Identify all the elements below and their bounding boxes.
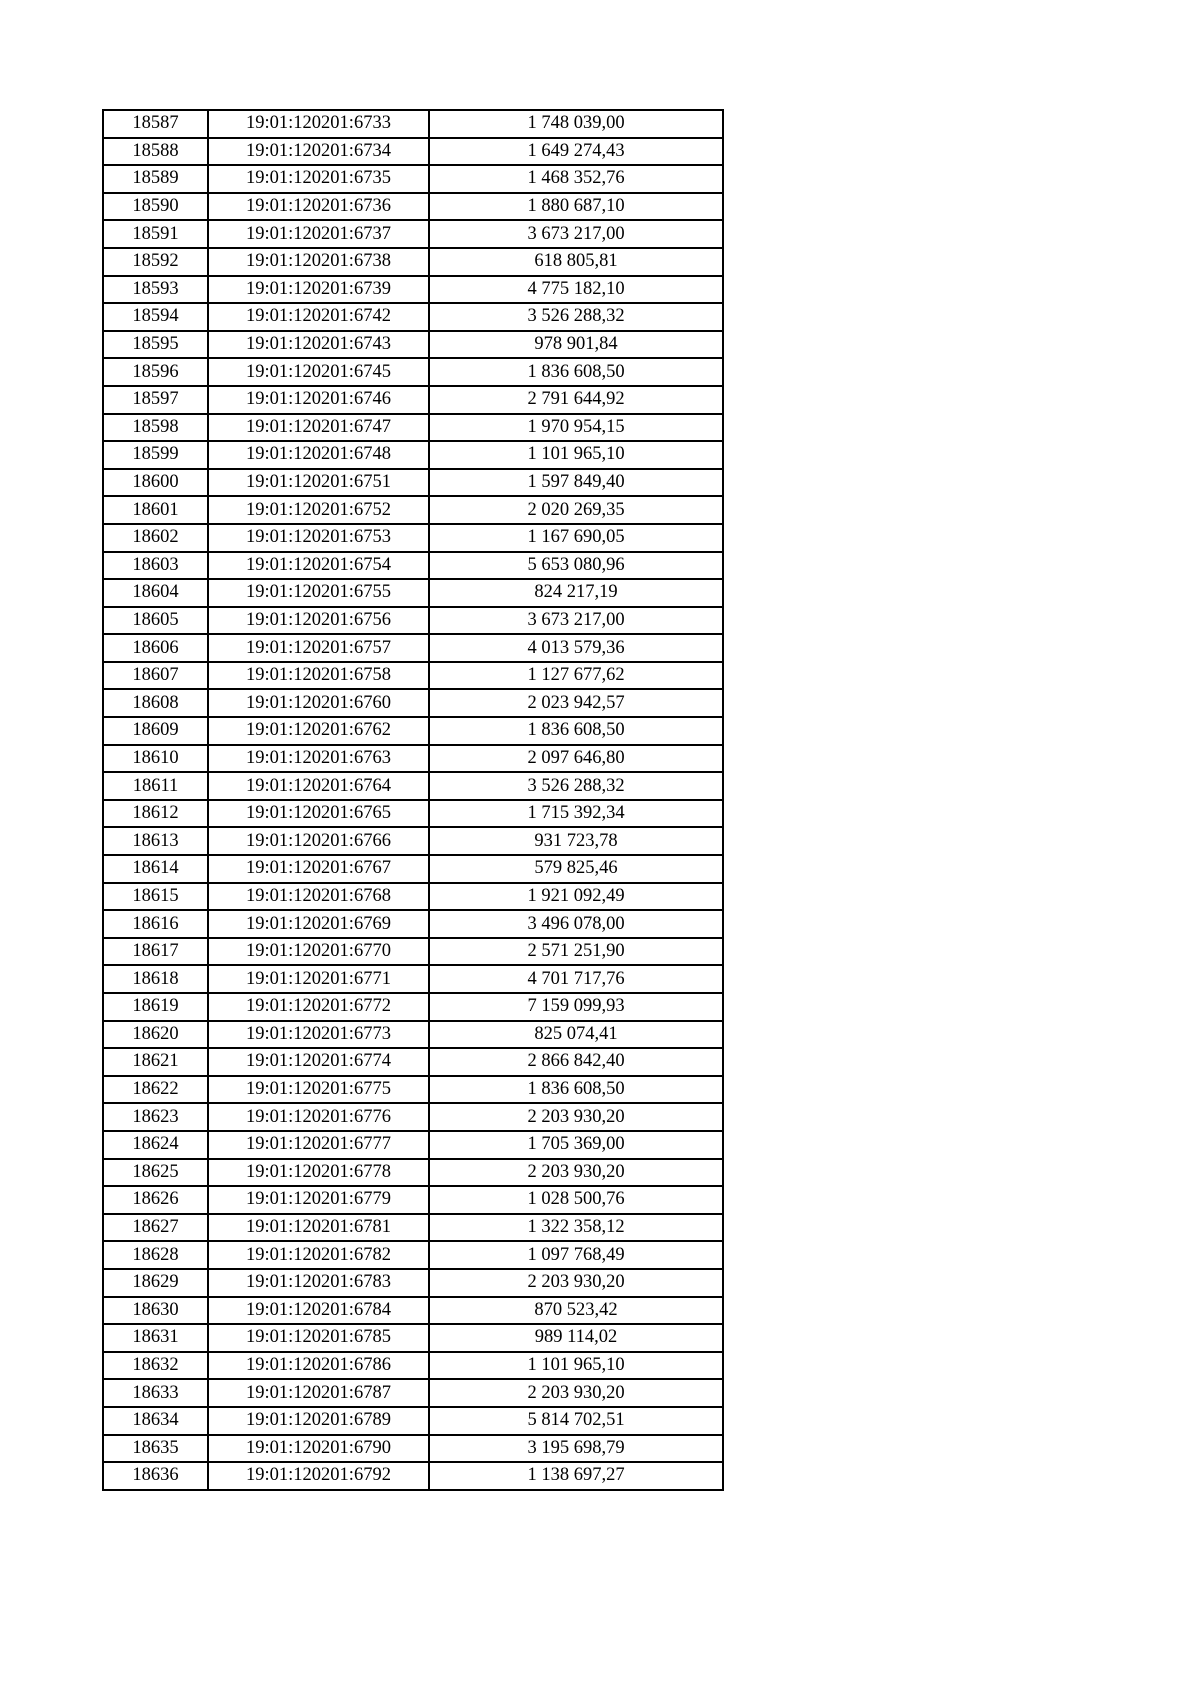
cadastral-number-cell: 19:01:120201:6765 <box>208 800 429 828</box>
row-number-cell: 18636 <box>103 1462 208 1490</box>
cadastral-number-cell: 19:01:120201:6777 <box>208 1131 429 1159</box>
table-row <box>103 276 723 304</box>
cadastral-value-cell: 2 023 942,57 <box>429 689 723 717</box>
table-row <box>103 1076 723 1104</box>
row-number-cell: 18629 <box>103 1269 208 1297</box>
cadastral-value-cell: 2 791 644,92 <box>429 386 723 414</box>
row-number-cell: 18602 <box>103 524 208 552</box>
cadastral-value-cell: 1 705 369,00 <box>429 1131 723 1159</box>
cadastral-value-cell: 2 571 251,90 <box>429 938 723 966</box>
table-row <box>103 855 723 883</box>
row-number-cell: 18591 <box>103 220 208 248</box>
cadastral-number-cell: 19:01:120201:6753 <box>208 524 429 552</box>
cadastral-number-cell: 19:01:120201:6742 <box>208 303 429 331</box>
cadastral-value-cell: 1 597 849,40 <box>429 469 723 497</box>
table-row <box>103 1241 723 1269</box>
row-number-cell: 18592 <box>103 248 208 276</box>
cadastral-value-cell: 1 167 690,05 <box>429 524 723 552</box>
table-row <box>103 689 723 717</box>
row-number-cell: 18630 <box>103 1297 208 1325</box>
cadastral-value-table <box>102 109 724 1491</box>
table-row <box>103 248 723 276</box>
cadastral-number-cell: 19:01:120201:6748 <box>208 441 429 469</box>
cadastral-number-cell: 19:01:120201:6771 <box>208 965 429 993</box>
table-row <box>103 220 723 248</box>
cadastral-number-cell: 19:01:120201:6782 <box>208 1241 429 1269</box>
cadastral-number-cell: 19:01:120201:6785 <box>208 1324 429 1352</box>
row-number-cell: 18625 <box>103 1159 208 1187</box>
cadastral-value-cell: 1 127 677,62 <box>429 662 723 690</box>
row-number-cell: 18612 <box>103 800 208 828</box>
cadastral-value-cell: 3 496 078,00 <box>429 910 723 938</box>
cadastral-number-cell: 19:01:120201:6762 <box>208 717 429 745</box>
row-number-cell: 18620 <box>103 1021 208 1049</box>
cadastral-number-cell: 19:01:120201:6764 <box>208 772 429 800</box>
table-row <box>103 1269 723 1297</box>
cadastral-value-cell: 1 028 500,76 <box>429 1186 723 1214</box>
cadastral-number-cell: 19:01:120201:6756 <box>208 607 429 635</box>
cadastral-value-cell: 579 825,46 <box>429 855 723 883</box>
cadastral-value-cell: 1 097 768,49 <box>429 1241 723 1269</box>
row-number-cell: 18599 <box>103 441 208 469</box>
row-number-cell: 18622 <box>103 1076 208 1104</box>
row-number-cell: 18609 <box>103 717 208 745</box>
cadastral-value-cell: 1 649 274,43 <box>429 138 723 166</box>
table-row <box>103 1214 723 1242</box>
table-row <box>103 965 723 993</box>
row-number-cell: 18626 <box>103 1186 208 1214</box>
row-number-cell: 18631 <box>103 1324 208 1352</box>
cadastral-value-cell: 2 203 930,20 <box>429 1379 723 1407</box>
table-row <box>103 524 723 552</box>
table-row <box>103 745 723 773</box>
row-number-cell: 18627 <box>103 1214 208 1242</box>
table-row <box>103 303 723 331</box>
table-row <box>103 800 723 828</box>
row-number-cell: 18604 <box>103 579 208 607</box>
row-number-cell: 18603 <box>103 552 208 580</box>
cadastral-number-cell: 19:01:120201:6787 <box>208 1379 429 1407</box>
row-number-cell: 18617 <box>103 938 208 966</box>
cadastral-number-cell: 19:01:120201:6792 <box>208 1462 429 1490</box>
cadastral-value-cell: 2 866 842,40 <box>429 1048 723 1076</box>
table-row <box>103 938 723 966</box>
cadastral-value-cell: 1 836 608,50 <box>429 1076 723 1104</box>
cadastral-value-cell: 3 526 288,32 <box>429 303 723 331</box>
cadastral-value-cell: 5 814 702,51 <box>429 1407 723 1435</box>
table-row <box>103 1462 723 1490</box>
cadastral-value-cell: 1 468 352,76 <box>429 165 723 193</box>
cadastral-number-cell: 19:01:120201:6746 <box>208 386 429 414</box>
table-row <box>103 165 723 193</box>
cadastral-number-cell: 19:01:120201:6775 <box>208 1076 429 1104</box>
table-body <box>103 110 723 1490</box>
cadastral-value-cell: 1 715 392,34 <box>429 800 723 828</box>
cadastral-number-cell: 19:01:120201:6776 <box>208 1103 429 1131</box>
table-row <box>103 1103 723 1131</box>
row-number-cell: 18635 <box>103 1435 208 1463</box>
cadastral-number-cell: 19:01:120201:6790 <box>208 1435 429 1463</box>
cadastral-value-cell: 1 921 092,49 <box>429 883 723 911</box>
cadastral-value-cell: 1 101 965,10 <box>429 441 723 469</box>
table-row <box>103 496 723 524</box>
cadastral-number-cell: 19:01:120201:6752 <box>208 496 429 524</box>
cadastral-number-cell: 19:01:120201:6743 <box>208 331 429 359</box>
cadastral-value-cell: 4 013 579,36 <box>429 634 723 662</box>
row-number-cell: 18619 <box>103 993 208 1021</box>
cadastral-number-cell: 19:01:120201:6737 <box>208 220 429 248</box>
cadastral-value-cell: 4 775 182,10 <box>429 276 723 304</box>
cadastral-number-cell: 19:01:120201:6754 <box>208 552 429 580</box>
table-row <box>103 138 723 166</box>
cadastral-value-cell: 824 217,19 <box>429 579 723 607</box>
table-row <box>103 772 723 800</box>
row-number-cell: 18595 <box>103 331 208 359</box>
cadastral-number-cell: 19:01:120201:6736 <box>208 193 429 221</box>
cadastral-number-cell: 19:01:120201:6751 <box>208 469 429 497</box>
cadastral-number-cell: 19:01:120201:6763 <box>208 745 429 773</box>
row-number-cell: 18634 <box>103 1407 208 1435</box>
row-number-cell: 18607 <box>103 662 208 690</box>
table-row <box>103 110 723 138</box>
row-number-cell: 18610 <box>103 745 208 773</box>
table-row <box>103 414 723 442</box>
cadastral-value-cell: 1 748 039,00 <box>429 110 723 138</box>
cadastral-number-cell: 19:01:120201:6773 <box>208 1021 429 1049</box>
cadastral-number-cell: 19:01:120201:6770 <box>208 938 429 966</box>
table-row <box>103 1435 723 1463</box>
cadastral-value-cell: 989 114,02 <box>429 1324 723 1352</box>
table-row <box>103 193 723 221</box>
row-number-cell: 18598 <box>103 414 208 442</box>
cadastral-value-cell: 2 203 930,20 <box>429 1159 723 1187</box>
cadastral-value-cell: 3 526 288,32 <box>429 772 723 800</box>
table-row <box>103 1352 723 1380</box>
cadastral-value-cell: 978 901,84 <box>429 331 723 359</box>
cadastral-number-cell: 19:01:120201:6767 <box>208 855 429 883</box>
cadastral-value-cell: 2 203 930,20 <box>429 1103 723 1131</box>
cadastral-number-cell: 19:01:120201:6735 <box>208 165 429 193</box>
row-number-cell: 18593 <box>103 276 208 304</box>
cadastral-number-cell: 19:01:120201:6789 <box>208 1407 429 1435</box>
table-row <box>103 1021 723 1049</box>
table-row <box>103 469 723 497</box>
row-number-cell: 18601 <box>103 496 208 524</box>
row-number-cell: 18589 <box>103 165 208 193</box>
table-row <box>103 1324 723 1352</box>
cadastral-value-cell: 4 701 717,76 <box>429 965 723 993</box>
table-row <box>103 1186 723 1214</box>
cadastral-value-cell: 5 653 080,96 <box>429 552 723 580</box>
cadastral-number-cell: 19:01:120201:6783 <box>208 1269 429 1297</box>
cadastral-value-cell: 2 020 269,35 <box>429 496 723 524</box>
cadastral-number-cell: 19:01:120201:6779 <box>208 1186 429 1214</box>
row-number-cell: 18614 <box>103 855 208 883</box>
row-number-cell: 18605 <box>103 607 208 635</box>
row-number-cell: 18615 <box>103 883 208 911</box>
row-number-cell: 18616 <box>103 910 208 938</box>
row-number-cell: 18606 <box>103 634 208 662</box>
cadastral-number-cell: 19:01:120201:6755 <box>208 579 429 607</box>
row-number-cell: 18618 <box>103 965 208 993</box>
cadastral-number-cell: 19:01:120201:6734 <box>208 138 429 166</box>
cadastral-value-cell: 870 523,42 <box>429 1297 723 1325</box>
cadastral-number-cell: 19:01:120201:6733 <box>208 110 429 138</box>
table-row <box>103 993 723 1021</box>
table-row <box>103 910 723 938</box>
table-row <box>103 331 723 359</box>
row-number-cell: 18600 <box>103 469 208 497</box>
cadastral-number-cell: 19:01:120201:6781 <box>208 1214 429 1242</box>
table-row <box>103 579 723 607</box>
table-row <box>103 717 723 745</box>
table-row <box>103 1131 723 1159</box>
cadastral-value-cell: 3 673 217,00 <box>429 607 723 635</box>
cadastral-number-cell: 19:01:120201:6772 <box>208 993 429 1021</box>
cadastral-number-cell: 19:01:120201:6738 <box>208 248 429 276</box>
cadastral-value-cell: 825 074,41 <box>429 1021 723 1049</box>
cadastral-number-cell: 19:01:120201:6766 <box>208 827 429 855</box>
row-number-cell: 18596 <box>103 358 208 386</box>
cadastral-value-cell: 1 138 697,27 <box>429 1462 723 1490</box>
row-number-cell: 18613 <box>103 827 208 855</box>
table-row <box>103 1297 723 1325</box>
cadastral-value-cell: 1 836 608,50 <box>429 358 723 386</box>
row-number-cell: 18624 <box>103 1131 208 1159</box>
row-number-cell: 18590 <box>103 193 208 221</box>
row-number-cell: 18621 <box>103 1048 208 1076</box>
row-number-cell: 18611 <box>103 772 208 800</box>
cadastral-number-cell: 19:01:120201:6774 <box>208 1048 429 1076</box>
row-number-cell: 18588 <box>103 138 208 166</box>
row-number-cell: 18597 <box>103 386 208 414</box>
table-row <box>103 358 723 386</box>
cadastral-number-cell: 19:01:120201:6739 <box>208 276 429 304</box>
row-number-cell: 18623 <box>103 1103 208 1131</box>
table-row <box>103 883 723 911</box>
cadastral-value-cell: 1 970 954,15 <box>429 414 723 442</box>
row-number-cell: 18628 <box>103 1241 208 1269</box>
cadastral-value-cell: 2 203 930,20 <box>429 1269 723 1297</box>
cadastral-value-cell: 3 195 698,79 <box>429 1435 723 1463</box>
cadastral-number-cell: 19:01:120201:6745 <box>208 358 429 386</box>
cadastral-value-cell: 1 322 358,12 <box>429 1214 723 1242</box>
table-row <box>103 1048 723 1076</box>
cadastral-number-cell: 19:01:120201:6786 <box>208 1352 429 1380</box>
table-row <box>103 552 723 580</box>
cadastral-value-cell: 3 673 217,00 <box>429 220 723 248</box>
cadastral-value-cell: 1 880 687,10 <box>429 193 723 221</box>
table-row <box>103 607 723 635</box>
table-row <box>103 1159 723 1187</box>
cadastral-value-cell: 1 836 608,50 <box>429 717 723 745</box>
cadastral-value-cell: 1 101 965,10 <box>429 1352 723 1380</box>
cadastral-value-cell: 931 723,78 <box>429 827 723 855</box>
cadastral-number-cell: 19:01:120201:6758 <box>208 662 429 690</box>
row-number-cell: 18632 <box>103 1352 208 1380</box>
row-number-cell: 18633 <box>103 1379 208 1407</box>
table-row <box>103 441 723 469</box>
table-row <box>103 662 723 690</box>
row-number-cell: 18594 <box>103 303 208 331</box>
cadastral-value-cell: 618 805,81 <box>429 248 723 276</box>
table-row <box>103 1407 723 1435</box>
row-number-cell: 18608 <box>103 689 208 717</box>
cadastral-value-cell: 7 159 099,93 <box>429 993 723 1021</box>
cadastral-number-cell: 19:01:120201:6769 <box>208 910 429 938</box>
table-row <box>103 1379 723 1407</box>
cadastral-number-cell: 19:01:120201:6757 <box>208 634 429 662</box>
table-row <box>103 827 723 855</box>
cadastral-number-cell: 19:01:120201:6760 <box>208 689 429 717</box>
cadastral-number-cell: 19:01:120201:6747 <box>208 414 429 442</box>
cadastral-value-cell: 2 097 646,80 <box>429 745 723 773</box>
cadastral-number-cell: 19:01:120201:6768 <box>208 883 429 911</box>
table-row <box>103 634 723 662</box>
cadastral-number-cell: 19:01:120201:6778 <box>208 1159 429 1187</box>
row-number-cell: 18587 <box>103 110 208 138</box>
cadastral-number-cell: 19:01:120201:6784 <box>208 1297 429 1325</box>
table-row <box>103 386 723 414</box>
